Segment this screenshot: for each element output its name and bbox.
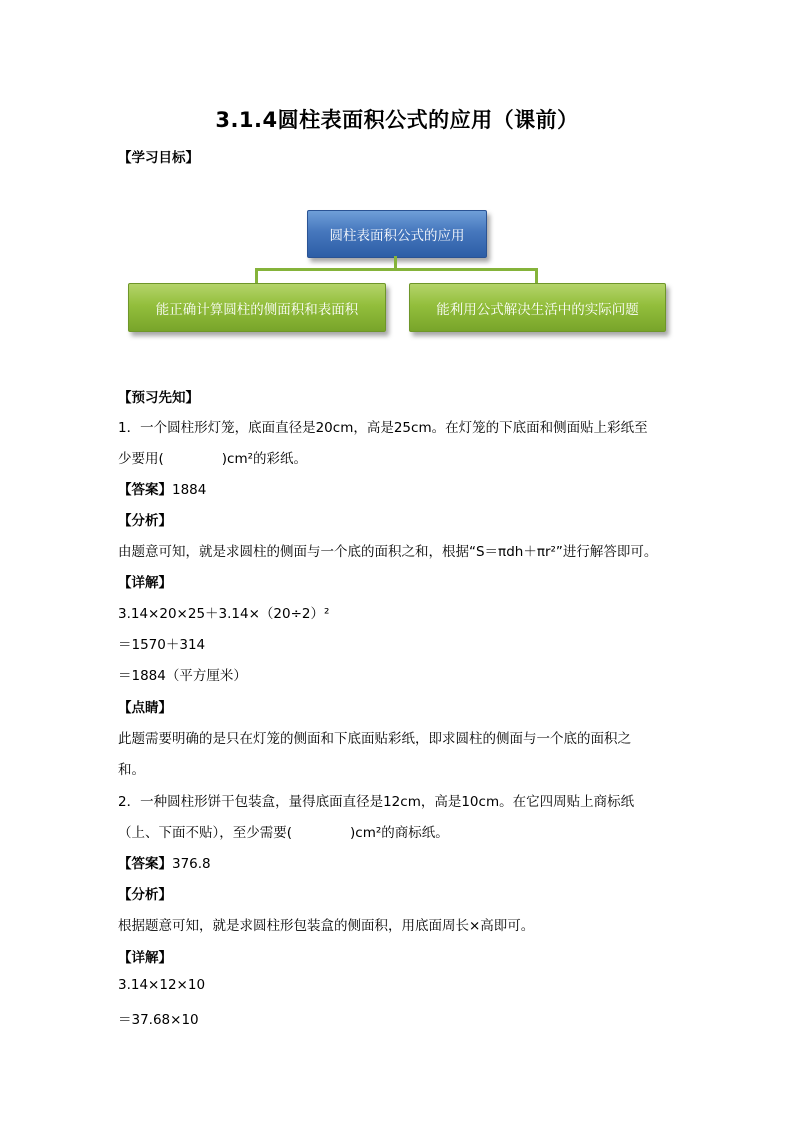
- q1-line1: 1．一个圆柱形灯笼，底面直径是20cm，高是25cm。在灯笼的下底面和侧面贴上彩纸至: [118, 420, 648, 436]
- q1-answer: [118, 478, 206, 498]
- diagram-connector-left: [255, 268, 258, 284]
- q1-point1: 此题需要明确的是只在灯笼的侧面和下底面贴彩纸，即求圆柱的侧面与一个底的面积之: [118, 731, 631, 747]
- q2-line1: 2．一种圆柱形饼干包装盒，量得底面直径是12cm，高是10cm。在它四周贴上商标纸: [118, 794, 635, 810]
- q2-answer: [118, 852, 211, 872]
- diagram-connector-horizontal: [255, 268, 538, 271]
- diagram-root-box: 圆柱表面积公式的应用: [307, 210, 487, 258]
- q2-detail2: ＝37.68×10: [118, 1012, 199, 1028]
- diagram-right-box: 能利用公式解决生活中的实际问题: [409, 283, 666, 332]
- diagram-left-box: 能正确计算圆柱的侧面积和表面积: [128, 283, 386, 332]
- q1-detail1: 3.14×20×25＋3.14×（20÷2）²: [118, 606, 330, 622]
- q1-point-label: 【点睛】: [118, 700, 172, 716]
- section-goals-heading: 【学习目标】: [118, 150, 199, 166]
- q1-detail2: ＝1570＋314: [118, 637, 206, 653]
- q1-line2-post: )cm²的彩纸。: [221, 451, 308, 467]
- q1-detail-label: 【详解】: [118, 575, 172, 591]
- q1-answer-value: 1884: [172, 482, 207, 498]
- q2-analysis-label: 【分析】: [118, 887, 172, 903]
- q1-analysis: 由题意可知，就是求圆柱的侧面与一个底的面积之和，根据“S＝πdh＋πr²”进行解答即可。: [118, 544, 658, 560]
- q1-line2-pre: 少要用(: [118, 451, 164, 467]
- q1-line2: [118, 447, 307, 467]
- q2-analysis: 根据题意可知，就是求圆柱形包装盒的侧面积，用底面周长×高即可。: [118, 918, 535, 934]
- q2-line2-post: )cm²的商标纸。: [350, 825, 449, 841]
- q2-detail1: 3.14×12×10: [118, 977, 206, 993]
- q2-line2-pre: （上、下面不贴），至少需要(: [118, 825, 293, 841]
- q2-answer-value: 376.8: [172, 856, 211, 872]
- page-title: 3.1.4圆柱表面积公式的应用（课前）: [215, 108, 579, 132]
- q2-answer-label: 【答案】: [118, 856, 172, 872]
- q2-detail-label: 【详解】: [118, 950, 172, 966]
- q1-answer-label: 【答案】: [118, 482, 172, 498]
- q2-line2: [118, 821, 449, 841]
- q1-analysis-label: 【分析】: [118, 513, 172, 529]
- diagram-connector-right: [535, 268, 538, 284]
- q1-detail3: ＝1884（平方厘米）: [118, 668, 247, 684]
- q1-point2: 和。: [118, 762, 145, 778]
- section-preview-heading: 【预习先知】: [118, 390, 199, 406]
